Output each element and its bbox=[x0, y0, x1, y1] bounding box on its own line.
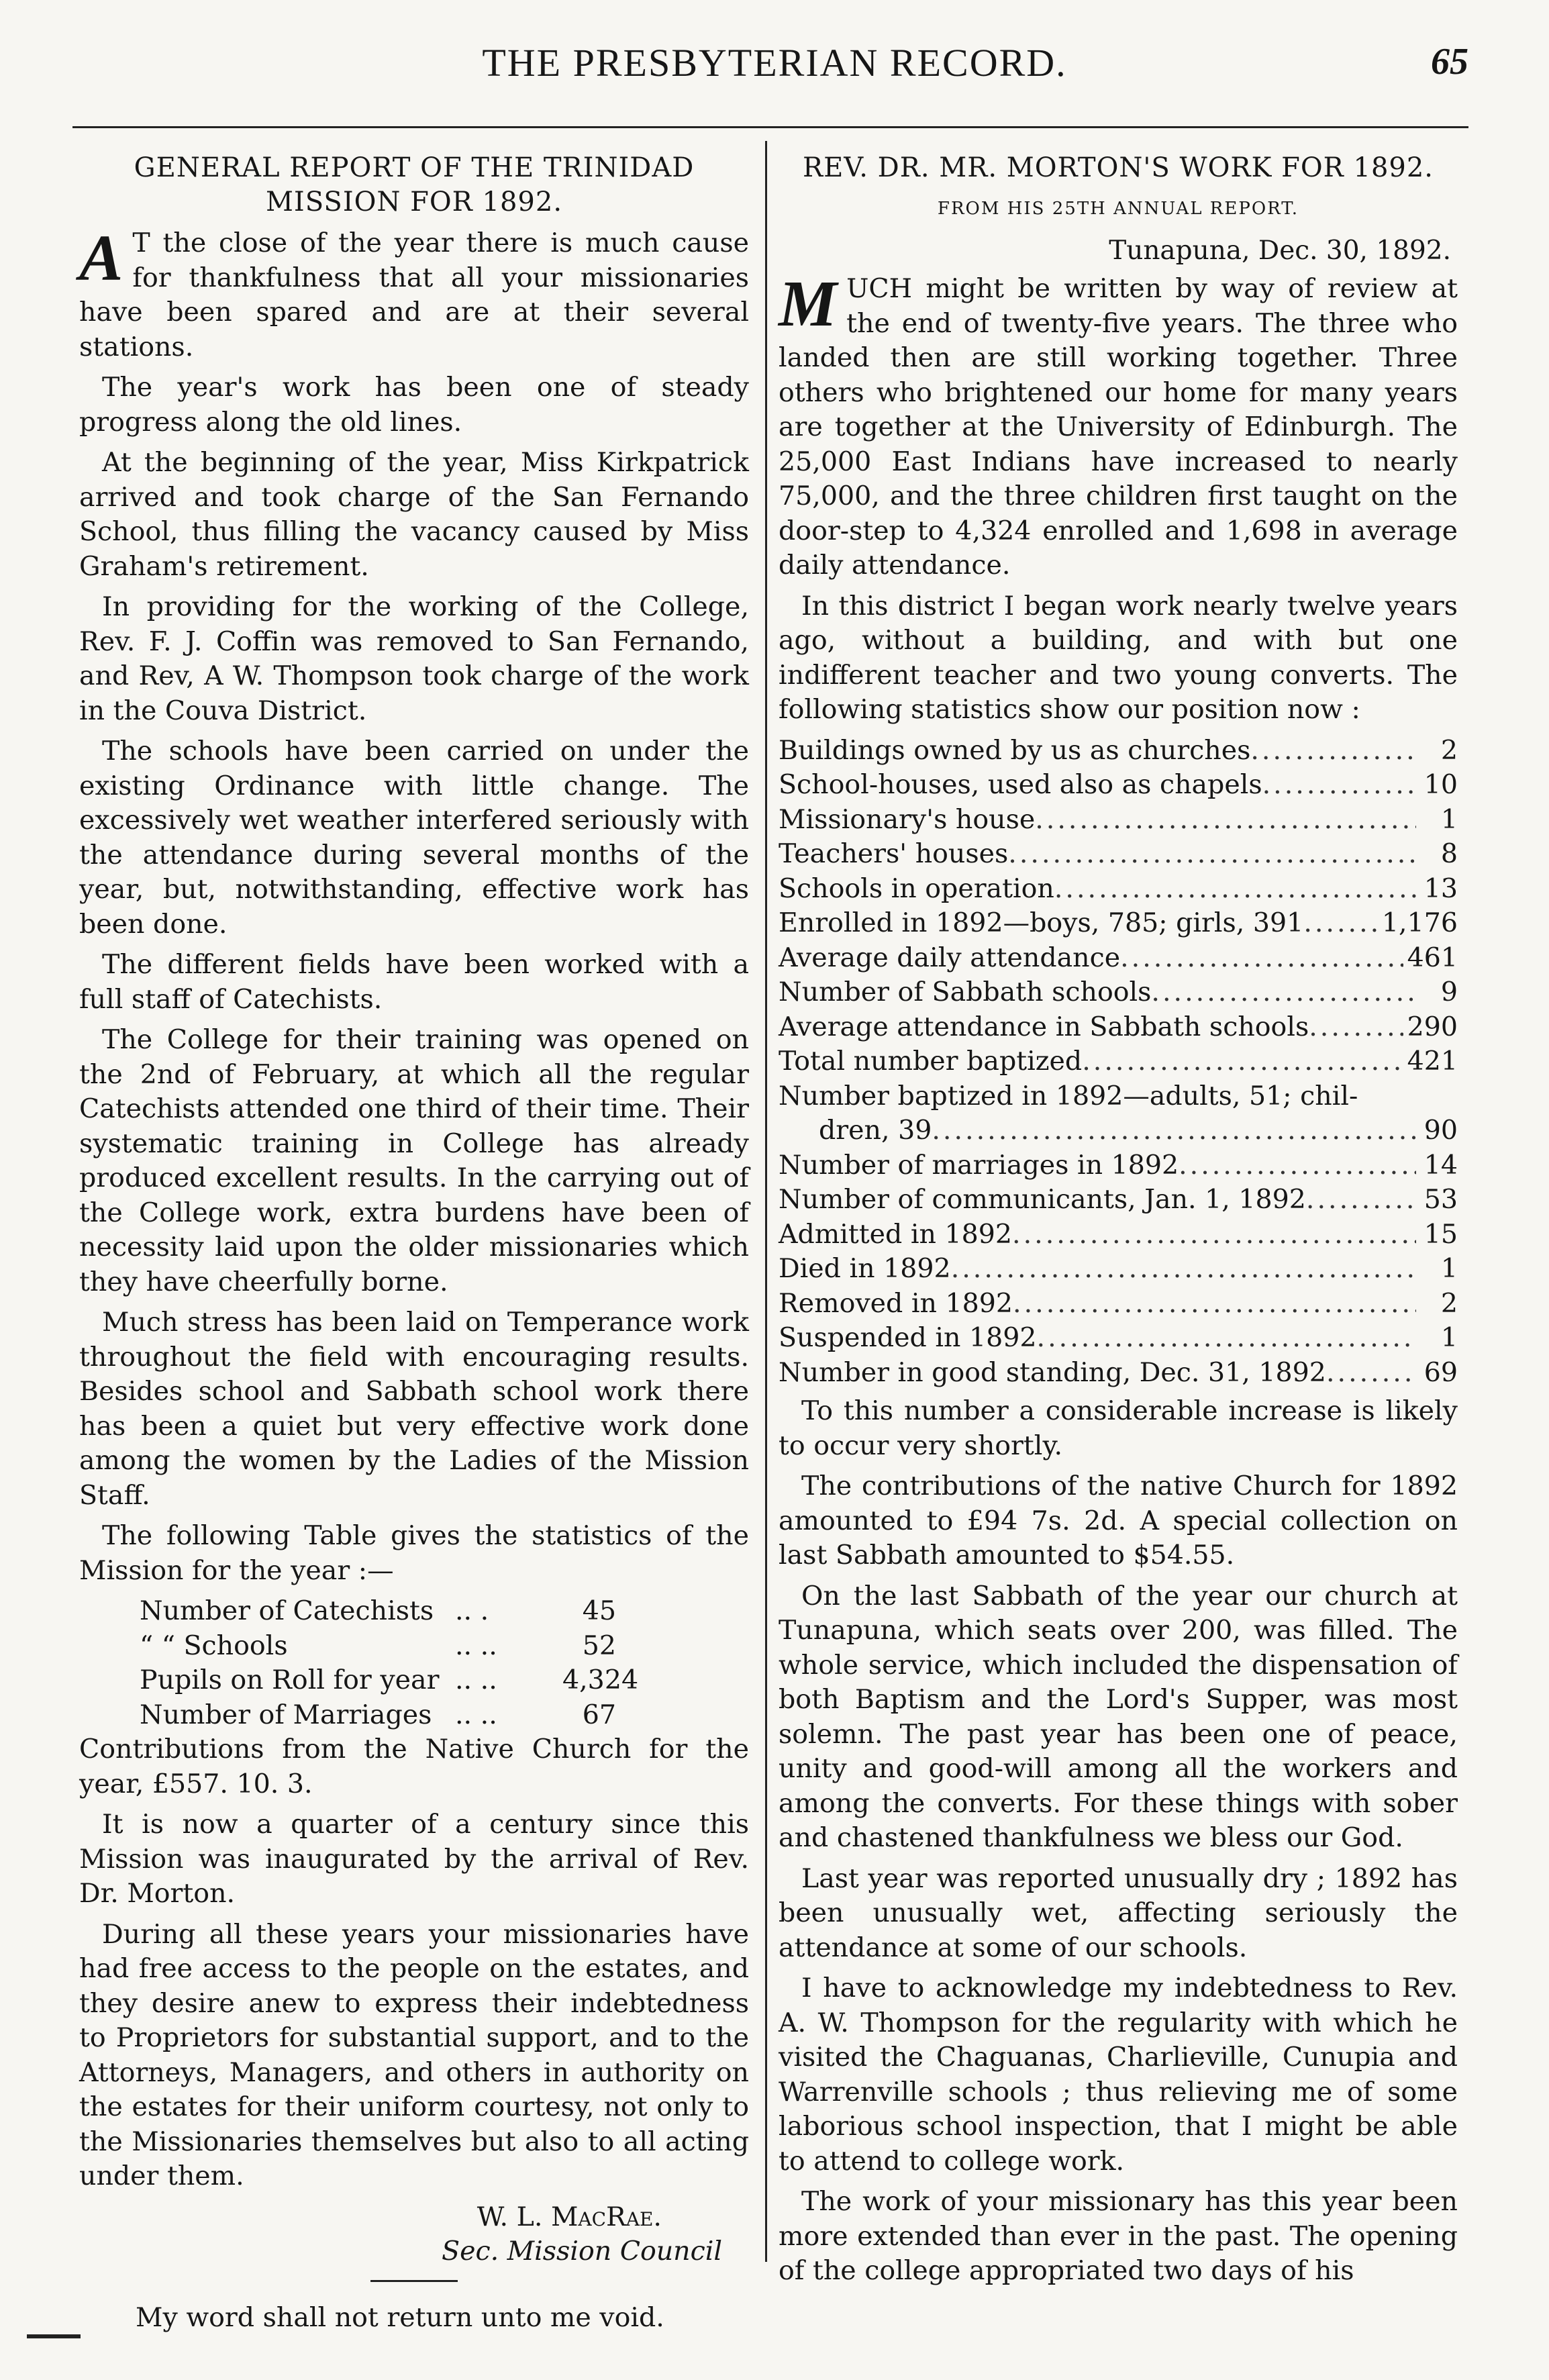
list-item: Average attendance in Sabbath schools ..... 290 bbox=[779, 1010, 1458, 1045]
list-item: dren, 39 ..... 90 bbox=[779, 1113, 1458, 1148]
paragraph: In providing for the working of the College, Rev. F. J. Coffin was removed to San Fernando, and Rev, A W. Thompson took charge of the work in the Couva District. bbox=[79, 591, 749, 726]
list-item: Suspended in 1892 ..... 1 bbox=[779, 1321, 1458, 1356]
list-item: Removed in 1892 ..... 2 bbox=[779, 1287, 1458, 1322]
right-column bbox=[779, 151, 1458, 2295]
header-rule bbox=[72, 126, 1468, 128]
list-item: Number in good standing, Dec. 31, 1892 ..... 69 bbox=[779, 1356, 1458, 1391]
paragraph: Contributions from the Native Church for the year, £557. 10. 3. bbox=[79, 1734, 749, 1799]
left-column bbox=[79, 151, 749, 2341]
district-statistics-list bbox=[779, 734, 1458, 1391]
list-item: Average daily attendance ..... 461 bbox=[779, 941, 1458, 976]
table-row: Pupils on Roll for year .. .. 4,324 bbox=[140, 1665, 639, 1695]
column-divider bbox=[765, 141, 767, 2262]
section-rule bbox=[370, 2280, 458, 2282]
mission-statistics-table bbox=[79, 1594, 749, 1732]
list-item: School-houses, used also as chapels ..... 10 bbox=[779, 768, 1458, 803]
paragraph: A T the close of the year there is much cause for thankfulness that all your missionaries have been spared and are at their several stations. bbox=[79, 222, 749, 362]
paragraph: The year's work has been one of steady progress along the old lines. bbox=[79, 372, 749, 438]
paragraph: The contributions of the native Church for 1892 amounted to £94 7s. 2d. A special collection on last Sabbath amounted to $54.55. bbox=[779, 1471, 1458, 1571]
dateline: Tunapuna, Dec. 30, 1892. bbox=[1109, 235, 1451, 266]
scripture-verse: My word shall not return unto me void. bbox=[136, 2301, 664, 2333]
paragraph: On the last Sabbath of the year our church at Tunapuna, which seats over 200, was filled. The whole service, which included the dispensation of both Baptism and the Lord's Supper, was most solemn. The past year has been one of peace, unity and good-will among all the workers and among the converts. For these things with sober and chastened thankfulness we bless our God. bbox=[779, 1580, 1458, 1853]
trinidad-report-heading: GENERAL REPORT OF THE TRINIDAD MISSION FOR 1892. bbox=[134, 152, 695, 217]
page-number: 65 bbox=[1431, 41, 1468, 83]
paragraph: The College for their training was opened on the 2nd of February, at which all the regular Catechists attended one third of their time. Their systematic training in College has already produced excellent results. In the carrying out of the College work, extra burdens have been of necessity laid upon the older missionaries which they have cheerfully borne. bbox=[79, 1024, 749, 1297]
paragraph: Much stress has been laid on Temperance work throughout the field with encouraging results. Besides school and Sabbath school work there has been a quiet but very effective work done among the women by the Ladies of the Mission Staff. bbox=[79, 1307, 749, 1511]
paragraph: It is now a quarter of a century since this Mission was inaugurated by the arrival of Rev. Dr. Morton. bbox=[79, 1809, 749, 1909]
list-item: Total number baptized ..... 421 bbox=[779, 1044, 1458, 1079]
paragraph: The work of your missionary has this year been more extended than ever in the past. The opening of the college appropriated two days of his bbox=[779, 2186, 1458, 2286]
paragraph: At the beginning of the year, Miss Kirkpatrick arrived and took charge of the San Fernando School, thus filling the vacancy caused by Miss Graham's retirement. bbox=[79, 447, 749, 582]
list-item: Teachers' houses ..... 8 bbox=[779, 837, 1458, 872]
paragraph: The following Table gives the statistics of the Mission for the year :— bbox=[79, 1520, 749, 1586]
list-item: Enrolled in 1892—boys, 785; girls, 391 ..... 1,176 bbox=[779, 906, 1458, 941]
table-row: Number of Marriages .. .. 67 bbox=[140, 1699, 616, 1730]
paragraph: In this district I began work nearly twelve years ago, without a building, and with but one indifferent teacher and two young converts. The following statistics show our position now : bbox=[779, 590, 1458, 725]
list-item: Missionary's house ..... 1 bbox=[779, 803, 1458, 838]
list-item: Number of Sabbath schools ..... 9 bbox=[779, 975, 1458, 1010]
drop-cap: M bbox=[779, 268, 838, 340]
table-row: “ “ Schools .. .. 52 bbox=[140, 1630, 616, 1661]
list-item: Schools in operation ..... 13 bbox=[779, 872, 1458, 907]
report-subheading: FROM HIS 25TH ANNUAL REPORT. bbox=[937, 199, 1299, 219]
paragraph: During all these years your missionaries have had free access to the people on the estates, and they desire anew to express their indebtedness to Proprietors for substantial support, and to the Attorneys, Managers, and others in authority on the estates for their uniform courtesy, not only to the Missionaries themselves but also to all acting under them. bbox=[79, 1918, 749, 2191]
running-head bbox=[0, 40, 1549, 107]
paragraph: The different fields have been worked with a full staff of Catechists. bbox=[79, 949, 749, 1015]
journal-title: THE PRESBYTERIAN RECORD. bbox=[482, 41, 1067, 85]
paragraph: MUCH might be written by way of review at the end of twenty-five years. The three who landed then are still working together. Three others who brightened our home for many years are together at the University of Edinburgh. The 25,000 East Indians have increased to nearly 75,000, and the three children first taught on the door-step to 4,324 enrolled and 1,698 in average daily attendance. bbox=[779, 268, 1458, 581]
table-row: Number of Catechists .. . 45 bbox=[140, 1595, 616, 1626]
list-item: Number of marriages in 1892 ..... 14 bbox=[779, 1148, 1458, 1183]
signature: W. L. MacRae. bbox=[477, 2201, 662, 2232]
paragraph: Last year was reported unusually dry ; 1892 has been unusually wet, affecting seriously the attendance at some of our schools. bbox=[779, 1863, 1458, 1963]
list-item: Number of communicants, Jan. 1, 1892 ..... 53 bbox=[779, 1183, 1458, 1218]
list-item: Died in 1892 ..... 1 bbox=[779, 1252, 1458, 1287]
paragraph: The schools have been carried on under the existing Ordinance with little change. The excessively wet weather interfered seriously with the attendance during several months of the year, but, notwithstanding, effective work has been done. bbox=[79, 736, 749, 940]
drop-cap: A bbox=[79, 222, 123, 295]
signature-title: Sec. Mission Council bbox=[442, 2236, 722, 2267]
paragraph: I have to acknowledge my indebtedness to Rev. A. W. Thompson for the regularity with which he visited the Chaguanas, Charlieville, Cunupia and Warrenville schools ; thus relieving me of some laborious school inspection, that I might be able to attend to college work. bbox=[779, 1973, 1458, 2177]
footer-mark bbox=[27, 2334, 81, 2338]
paragraph: To this number a considerable increase is likely to occur very shortly. bbox=[779, 1395, 1458, 1461]
list-item: Buildings owned by us as churches ..... 2 bbox=[779, 734, 1458, 768]
list-item: Number baptized in 1892—adults, 51; chil- bbox=[779, 1080, 1358, 1111]
list-item: Admitted in 1892 ..... 15 bbox=[779, 1218, 1458, 1252]
morton-report-heading: REV. DR. MR. MORTON'S WORK FOR 1892. bbox=[802, 152, 1434, 183]
